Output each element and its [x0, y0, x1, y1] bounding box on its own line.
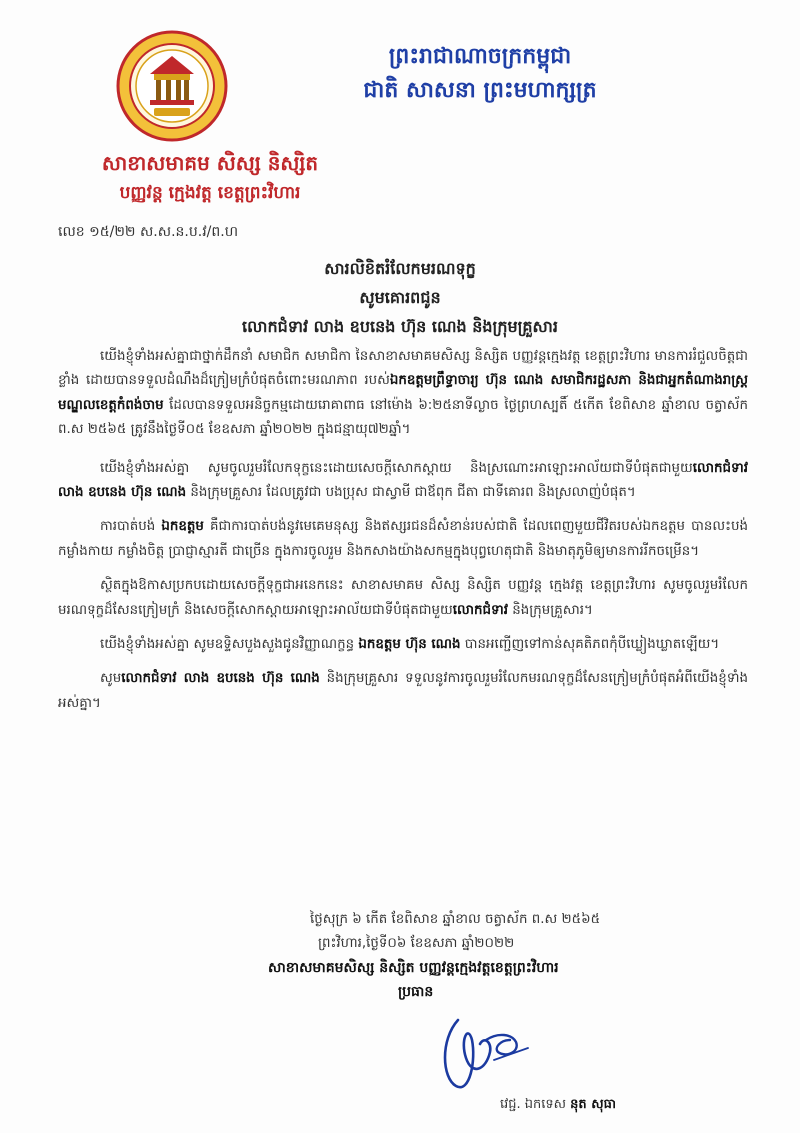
paragraph-5	[58, 633, 748, 657]
paragraph-text: សូម	[100, 671, 122, 687]
organization-branch: បញ្ញវន្ត ក្មេងវត្ត ខេត្តព្រះវិហារ	[119, 183, 301, 203]
paragraph-text: គឺជាការបាត់បង់នូវមេគេមនុស្ស និងឥស្សរជនដ៏សំខាន់របស់ជាតិ ដែលពេញមួយជីវិតរបស់ឯកឧត្តម បានលះបង់កម្លាំងកាយ កម្លាំងចិត្ត ប្រាជ្ញាស្មារតី ជាច្រើន ក្នុងការចូលរួម និងកសាងយ៉ាងសកម្មក្នុងបុព្វហេតុជាតិ និងមាតុភូមិឲ្យមានការរីកចម្រើន។	[58, 519, 748, 559]
letter-titles	[0, 254, 800, 341]
paragraph-text: យើងខ្ញុំទាំងអស់គ្នា សូមចូលរួមរំលែកទុក្ខនេះដោយសេចក្ដីសោកស្ដាយ និងស្រណោះអាឡោះអាល័យជាទីបំផុតជាមួយ	[100, 460, 693, 476]
paragraph-bold: លោកជំទាវ លាង ឧបនេង ហ៊ុន ណេង	[58, 460, 748, 501]
signer-title: វេជ្ជ. ឯកទេស	[500, 1097, 571, 1112]
organization-header	[60, 148, 360, 208]
paragraph-bold: ឯកឧត្តម ហ៊ុន ណេង	[358, 637, 461, 653]
letter-body	[58, 345, 748, 726]
paragraph-text: និងក្រុមគ្រួសារ ទទួលនូវការចូលរួមរំលែកមរណទុក្ខដ៏សែនក្រៀមក្រំបំផុតអំពីយើងខ្ញុំទាំងអស់គ្នា។	[58, 671, 748, 711]
organization-name: សាខាសមាគម សិស្ស និស្សិត	[101, 151, 319, 175]
association-logo-icon	[116, 30, 228, 142]
kingdom-header	[330, 40, 630, 108]
paragraph-text: បានអញ្ជើញទៅកាន់សុគតិភពកុំបីឃ្លៀងឃ្លាតឡើយ។	[460, 637, 720, 653]
paragraph-text: ស្ថិតក្នុងឱកាសប្រកបដោយសេចក្ដីទុក្ខជាអនេកនេះ សាខាសមាគម សិស្ស និស្សិត បញ្ញវន្ត ក្មេងវត្ត ខេត្តព្រះវិហារ សូមចូលរួមរំលែកមរណទុក្ខដ៏សែនក្រៀមក្រំ និងសេចក្ដីសោកស្ដាយអាឡោះអាល័យជាទីបំផុតជាមួយ	[58, 578, 748, 618]
letter-title: សារលិខិតរំលែកមរណទុក្ខ	[324, 259, 476, 278]
lunar-date: ថ្ងៃសុក្រ ៦ កើត ខែពិសាខ ឆ្នាំខាល ចត្វាស័ក ព.ស ២៥៦៥	[310, 912, 601, 927]
paragraph-6	[58, 667, 748, 716]
paragraph-bold: លោកជំទាវ	[452, 602, 509, 618]
paragraph-3	[58, 515, 748, 564]
paragraph-text: ការបាត់បង់	[100, 519, 162, 535]
closing-block	[268, 908, 760, 1004]
kingdom-motto: ជាតិ សាសនា ព្រះមហាក្សត្រ	[363, 78, 597, 103]
paragraph-text: ដែលបានទទួលអនិច្ចកម្មដោយរោគាពាធ នៅម៉ោង ៦:២៥នាទីល្ងាច ថ្ងៃព្រហស្បតិ៍ ៥កើត ខែពិសាខ ឆ្នាំខាល ចត្វាស័ក ព.ស ២៥៦៥ ត្រូវនឹងថ្ងៃទី០៥ ខែឧសភា ឆ្នាំ២០២២ ក្នុងជន្មាយុ៧២ឆ្នាំ។	[58, 397, 748, 438]
paragraph-bold: ឯកឧត្តមព្រឹទ្ធាចារ្យ ហ៊ុន ណេង សមាជិករដ្ឋសភា និងជាអ្នកតំណាងរាស្ត្រមណ្ឌលខេត្តកំពង់ចាម	[58, 373, 748, 413]
signer-name: នុត សុធា	[570, 1097, 616, 1112]
reference-number: លេខ ១៥/២២ ស.ស.ន.ប.វ/ព.ហ	[58, 224, 239, 240]
paragraph-text: និងក្រុមគ្រួសារ។	[508, 602, 593, 618]
paragraph-4	[58, 574, 748, 623]
closing-role: ប្រធាន	[398, 984, 434, 1000]
paragraph-1	[58, 345, 748, 443]
paragraph-text: និងក្រុមគ្រួសារ ដែលត្រូវជា បងប្រុស ជាស្វាមី ជាឪពុក ជីតា ជាទីគោរព និងស្រលាញ់បំផុត។	[186, 485, 636, 501]
signature-icon	[420, 1000, 560, 1110]
paragraph-text: យើងខ្ញុំទាំងអស់គ្នាជាថ្នាក់ដឹកនាំ សមាជិក សមាជិកា នៃសាខាសមាគមសិស្ស និស្សិត បញ្ញវន្តក្មេងវត្ត ខេត្តព្រះវិហារ មានការរំជួលចិត្តជាខ្លាំង ដោយបានទទួលដំណឹងដ៏ក្រៀមក្រំបំផុតចំពោះមរណភាព របស់	[58, 349, 748, 389]
paragraph-text: យើងខ្ញុំទាំងអស់គ្នា សូមឧទ្ទិសបួងសួងជូនវិញ្ញាណក្ខន្ធ	[100, 637, 359, 653]
place-date: ព្រះវិហារ,ថ្ងៃទី០៦ ខែឧសភា ឆ្នាំ២០២២	[318, 936, 515, 951]
letter-salutation: សូមគោរពជូន	[359, 288, 441, 307]
closing-organization: សាខាសមាគមសិស្ស និស្សិត បញ្ញវន្តក្មេងវត្តខេត្តព្រះវិហារ	[268, 960, 559, 976]
kingdom-title: ព្រះរាជាណាចក្រកម្ពុជា	[388, 44, 572, 69]
signer-line	[500, 1096, 616, 1115]
letter-recipient: លោកជំទាវ លាង ឧបនេង ហ៊ុន ណេង និងក្រុមគ្រួសារ	[242, 317, 558, 336]
paragraph-bold: លោកជំទាវ លាង ឧបនេង ហ៊ុន ណេង	[121, 671, 320, 687]
paragraph-bold: ឯកឧត្តម	[161, 519, 204, 535]
paragraph-2	[58, 457, 748, 506]
